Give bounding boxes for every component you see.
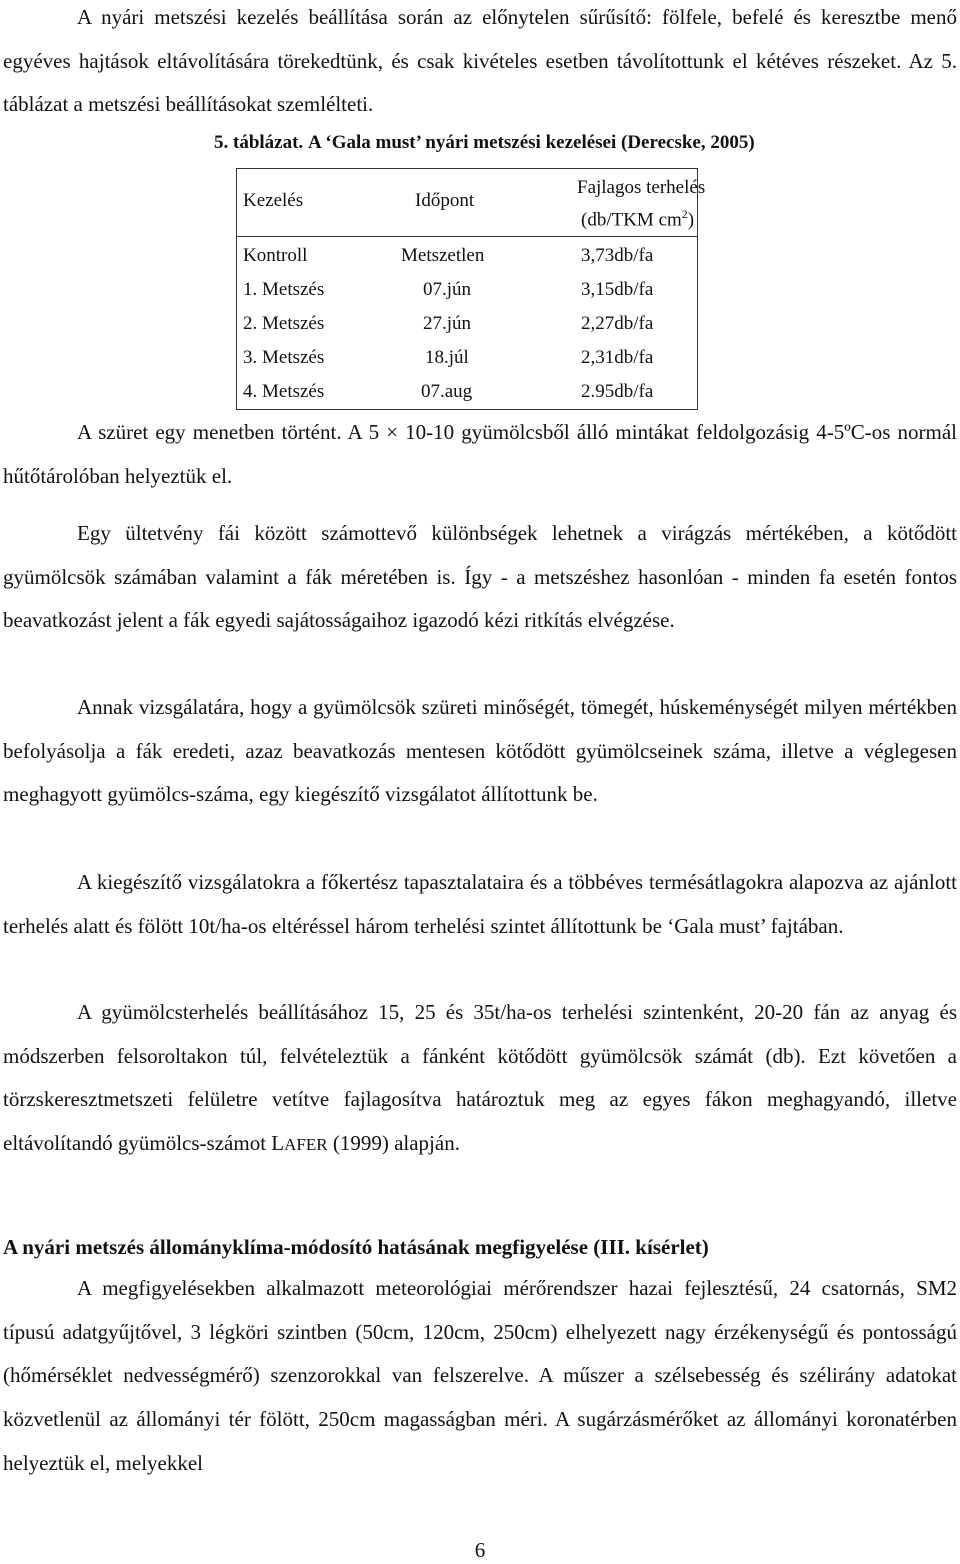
author-initial: L: [271, 1131, 285, 1156]
load-paragraph-end: (1999) alapján.: [332, 1131, 460, 1156]
table-caption-label: 5. táblázat.: [214, 132, 304, 153]
table-caption-text: A ‘Gala must’ nyári metszési kezelései (Derecske, 2005): [307, 132, 755, 153]
harvest-paragraph: A szüret egy menetben történt. A 5 × 10-10 gyümölcsből álló mintákat feldolgozásig 4-5ºC-os normál hűtőtárolóban helyeztük el.: [3, 420, 957, 488]
table-row-4-kezeles: 4. Metszés: [243, 381, 325, 402]
table-row-1-idopont: 07.jún: [423, 279, 472, 300]
table-header-unit-exp: 2: [681, 207, 688, 221]
orchard-paragraph: Egy ültetvény fái között számottevő különbségek lehetnek a virágzás mértékében, a kötődött gyümölcsök számában valamint a fák méretében is. Így - a metszéshez hasonlóan - minden fa esetén fontos beavatkozást jelent a fák egyedi sajátosságaihoz igazodó kézi ritkítás elvégzése.: [3, 521, 957, 633]
table-row-4-terheles: 2.95db/fa: [581, 381, 654, 402]
table-header-terheles: Fajlagos terhelés: [577, 177, 706, 198]
table-row-4-idopont: 07.aug: [421, 381, 473, 402]
table-row-0-kezeles: Kontroll: [243, 245, 308, 266]
table-row-1-kezeles: 1. Metszés: [243, 279, 325, 300]
table-caption: [214, 124, 755, 162]
table-header-unit: [581, 202, 694, 232]
pruning-table: [236, 168, 706, 410]
table-row-0-idopont: Metszetlen: [401, 245, 485, 266]
table-row-2-idopont: 27.jún: [423, 313, 472, 334]
table-row-3-kezeles: 3. Metszés: [243, 347, 325, 368]
meteo-paragraph: A megfigyelésekben alkalmazott meteorológiai mérőrendszer hazai fejlesztésű, 24 csatornás, SM2 típusú adatgyűjtővel, 3 légköri szintben (50cm, 120cm, 250cm) elhelyezett nagy érzékenységű és pontosságú (hőmérséklet nedvességmérő) szenzorokkal van felszerelve. A műszer a szélsebesség és szélirány adatokat közvetlenül az állományi tér fölött, 250cm magasságban méri. A sugárzásmérőket az állományi koronatérben helyeztük el, melyekkel: [3, 1276, 957, 1475]
levels-paragraph: A kiegészítő vizsgálatokra a főkertész tapasztalataira és a többéves termésátlagokra alapozva az ajánlott terhelés alatt és fölött 10t/ha-os eltéréssel három terhelési szintet állítottunk be ‘Gala must’ fajtában.: [3, 870, 957, 938]
author-rest: AFER: [284, 1135, 328, 1155]
table-header-unit-close: ): [687, 209, 695, 231]
table-header-kezeles: Kezelés: [243, 190, 304, 211]
study-paragraph: Annak vizsgálatára, hogy a gyümölcsök szüreti minőségét, tömegét, húskeménységét milyen mértékben befolyásolja a fák eredeti, azaz beavatkozás mentesen kötődött gyümölcseinek száma, illetve a véglegesen meghagyott gyümölcs-száma, egy kiegészítő vizsgálatot állítottunk be.: [3, 695, 957, 807]
table-header-divider: [237, 236, 697, 237]
table-row-3-idopont: 18.júl: [425, 347, 469, 368]
page-number: 6: [474, 1538, 486, 1562]
table-header-idopont: Időpont: [415, 190, 475, 211]
table-row-1-terheles: 3,15db/fa: [581, 279, 654, 300]
section-heading: A nyári metszés állományklíma-módosító hatásának megfigyelése (III. kísérlet): [3, 1235, 709, 1259]
table-row-0-terheles: 3,73db/fa: [581, 245, 654, 266]
table-row-3-terheles: 2,31db/fa: [581, 347, 654, 368]
table-header-unit-text: (db/TKM cm: [581, 209, 682, 231]
table-row-2-terheles: 2,27db/fa: [581, 313, 654, 334]
intro-paragraph: A nyári metszési kezelés beállítása során az előnytelen sűrűsítő: fölfele, befelé és keresztbe menő egyéves hajtások eltávolítására törekedtünk, és csak kivételes esetben távolítottunk el kétéves részeket. Az 5. táblázat a metszési beállításokat szemlélteti.: [3, 5, 957, 117]
load-paragraph: [3, 991, 957, 1167]
load-paragraph-text: A gyümölcsterhelés beállításához 15, 25 és 35t/ha-os terhelési szintenként, 20-20 fán az anyag és módszerben felsoroltakon túl, felvételeztük a fánként kötődött gyümölcsök számát (db). Ezt követően a törzskeresztmetszeti felületre vetítve fajlagosítva határoztuk meg az egyes fákon meghagyandó, illetve eltávolítandó gyümölcs-számot: [3, 1000, 957, 1156]
table-row-2-kezeles: 2. Metszés: [243, 313, 325, 334]
